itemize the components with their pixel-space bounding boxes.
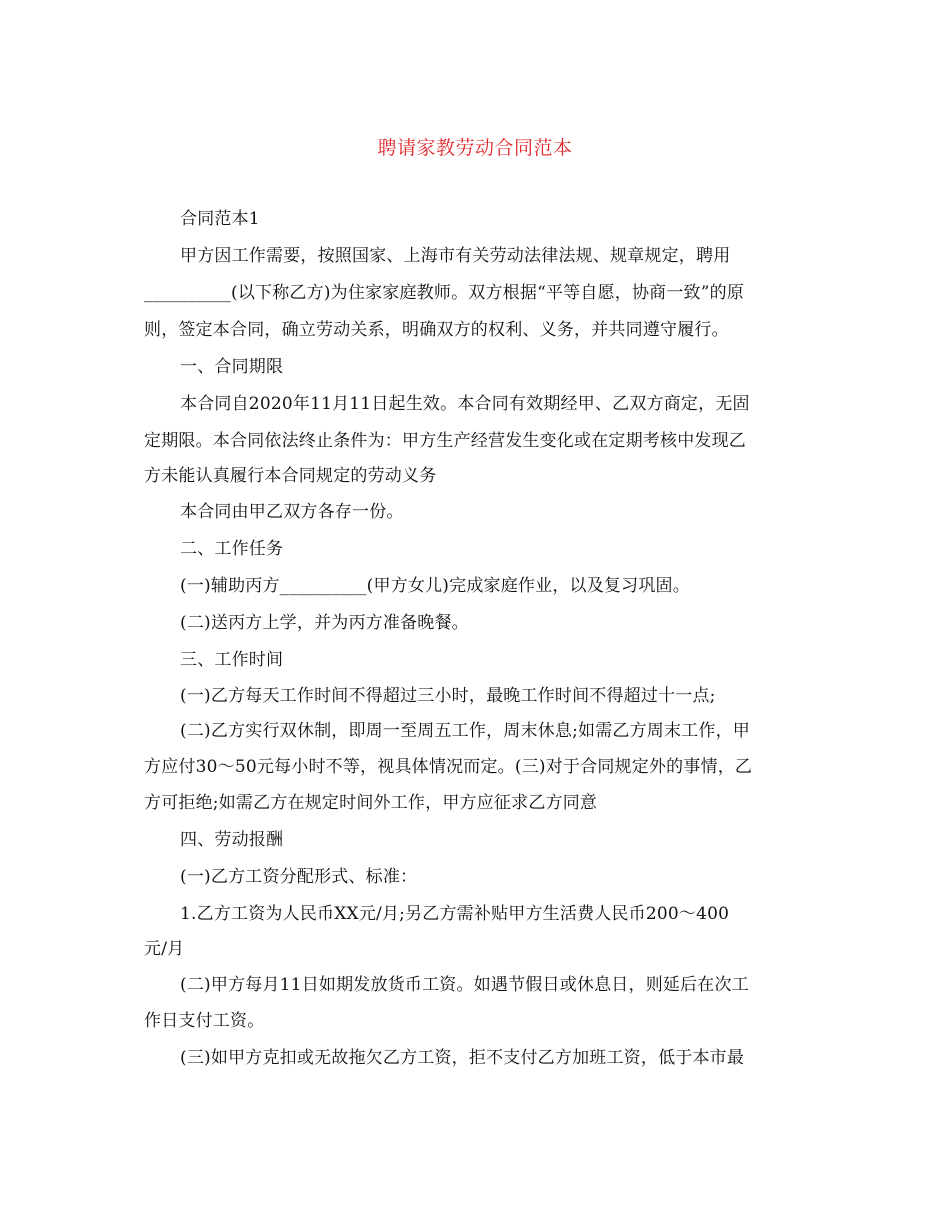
document-title: 聘请家教劳动合同范本	[377, 137, 573, 159]
text-line: 作日支付工资。	[144, 1011, 265, 1031]
section-heading: 四、劳动报酬	[180, 830, 284, 850]
text-line: __________(以下称乙方)为住家家庭教师。双方根据“平等自愿，协商一致”的原	[144, 283, 745, 303]
text-line: 元/月	[144, 939, 185, 959]
text-line: 方应付30～50元每小时不等，视具体情况而定。(三)对于合同规定外的事情，乙	[144, 757, 753, 777]
text-line: 则，签定本合同，确立劳动关系，明确双方的权利、义务，并共同遵守履行。	[144, 320, 729, 340]
text-line: 甲方因工作需要，按照国家、上海市有关劳动法律法规、规章规定，聘用	[180, 246, 731, 266]
text-line: 1.乙方工资为人民币XX元/月;另乙方需补贴甲方生活费人民币200～400	[180, 904, 730, 924]
text-line: 合同范本1	[180, 209, 260, 229]
text-line: 定期限。本合同依法终止条件为：甲方生产经营发生变化或在定期考核中发现乙	[144, 431, 746, 451]
text-line: (二)送丙方上学，并为丙方准备晚餐。	[180, 613, 469, 633]
text-line: 本合同由甲乙双方各存一份。	[180, 502, 404, 522]
text-line: 方未能认真履行本合同规定的劳动义务	[144, 466, 437, 486]
section-heading: 三、工作时间	[180, 650, 284, 670]
text-line: (二)乙方实行双休制，即周一至周五工作，周末休息;如需乙方周末工作，甲	[180, 721, 750, 741]
text-line: 方可拒绝;如需乙方在规定时间外工作，甲方应征求乙方同意	[144, 793, 598, 813]
text-line: (三)如甲方克扣或无故拖欠乙方工资，拒不支付乙方加班工资，低于本市最	[180, 1048, 745, 1068]
text-line: 本合同自2020年11月11日起生效。本合同有效期经甲、乙双方商定，无固	[180, 394, 750, 414]
section-heading: 二、工作任务	[180, 539, 284, 559]
text-line: (一)乙方工资分配形式、标准：	[180, 867, 418, 887]
text-line: (一)辅助丙方__________(甲方女儿)完成家庭作业，以及复习巩固。	[180, 576, 690, 596]
section-heading: 一、合同期限	[180, 357, 284, 377]
text-line: (二)甲方每月11日如期发放货币工资。如遇节假日或休息日，则延后在次工	[180, 975, 749, 995]
text-line: (一)乙方每天工作时间不得超过三小时，最晚工作时间不得超过十一点;	[180, 686, 716, 706]
